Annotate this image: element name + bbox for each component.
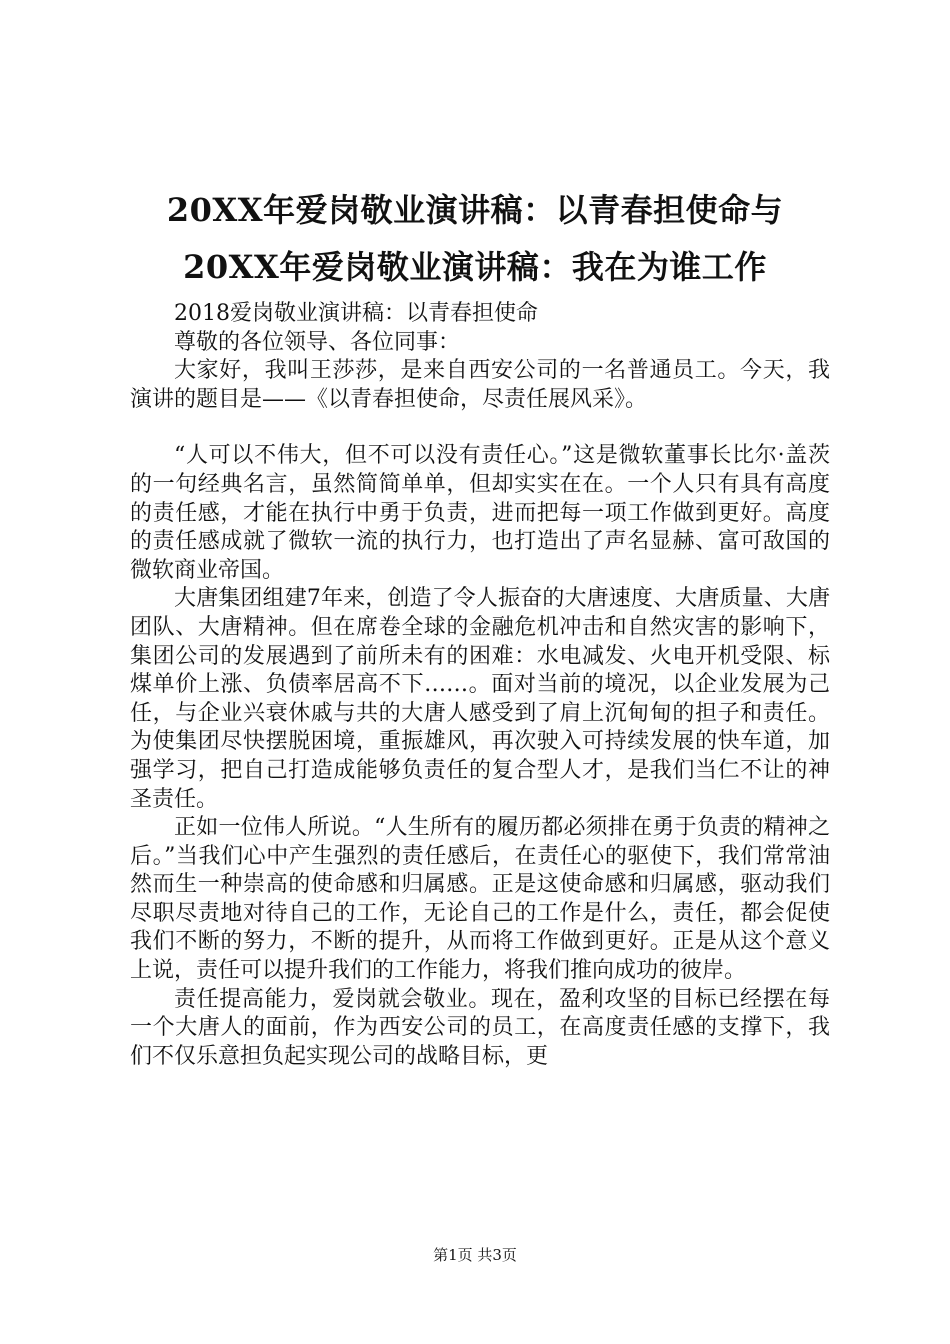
document-body [130, 300, 830, 1071]
salutation-paragraph: 尊敬的各位领导、各位同事： [174, 329, 461, 355]
intro-paragraph: 大家好，我叫王莎莎，是来自西安公司的一名普通员工。今天，我演讲的题目是——《以青春担使命，尽责任展风采》。 [130, 358, 830, 412]
document-title-line-2: 20XX年爱岗敬业演讲稿：我在为谁工作 [183, 248, 767, 286]
subtitle-paragraph: 2018爱岗敬业演讲稿：以青春担使命 [174, 301, 538, 326]
body-paragraph: 大唐集团组建7年来，创造了令人振奋的大唐速度、大唐质量、大唐团队、大唐精神。但在席卷全球的金融危机冲击和自然灾害的影响下，集团公司的发展遇到了前所未有的困难：水电减发、火电开机受限、标煤单价上涨、负债率居高不下……。面对当前的境况，以企业发展为己任，与企业兴衰休戚与共的大唐人感受到了肩上沉甸甸的担子和责任。为使集团尽快摆脱困境，重振雄风，再次驶入可持续发展的快车道，加强学习，把自己打造成能够负责任的复合型人才，是我们当仁不让的神圣责任。 [130, 586, 830, 812]
document-title-line-1: 20XX年爱岗敬业演讲稿：以青春担使命与 [166, 191, 784, 229]
body-paragraph: 正如一位伟人所说。“人生所有的履历都必须排在勇于负责的精神之后。”当我们心中产生强烈的责任感后，在责任心的驱使下，我们常常油然而生一种崇高的使命感和归属感。正是这使命感和归属感，驱动我们尽职尽责地对待自己的工作，无论自己的工作是什么，责任，都会促使我们不断的努力，不断的提升，从而将工作做到更好。正是从这个意义上说，责任可以提升我们的工作能力，将我们推向成功的彼岸。 [130, 815, 830, 984]
page-number-footer: 第1页 共3页 [433, 1246, 517, 1264]
body-paragraph: 责任提高能力，爱岗就会敬业。现在，盈利攻坚的目标已经摆在每一个大唐人的面前，作为西安公司的员工，在高度责任感的支撑下，我们不仅乐意担负起实现公司的战略目标，更 [130, 986, 830, 1069]
body-paragraph: “人可以不伟大，但不可以没有责任心。”这是微软董事长比尔·盖茨的一句经典名言，虽然简简单单，但却实实在在。一个人只有具有高度的责任感，才能在执行中勇于负责，进而把每一项工作做到更好。高度的责任感成就了微软一流的执行力，也打造出了声名显赫、富可敌国的微软商业帝国。 [130, 443, 830, 583]
